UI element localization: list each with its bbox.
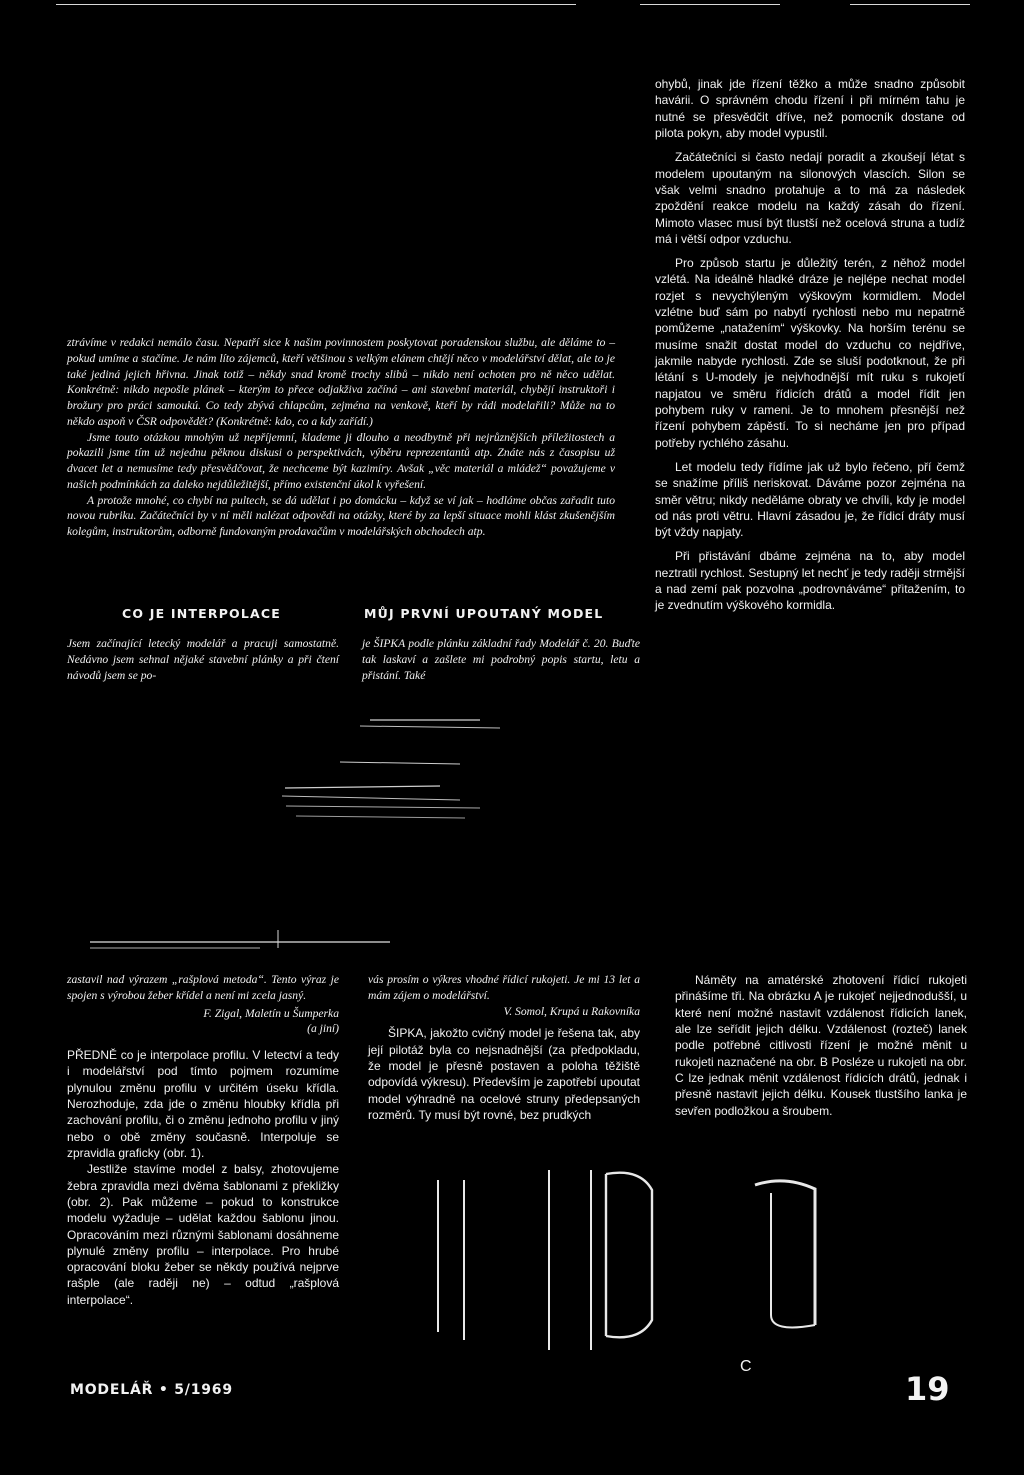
- handle-figure-c-bracket: [745, 1175, 855, 1345]
- editorial-paragraph-3: A protože mnohé, co chybí na pultech, se dá udělat i po domácku – když se ví jak – hodláme občas zařadit tuto novou rubriku. Začátečníci by v ní měli nalézat odpovědi na otázky, které by za lepší situace mohli klást zkušenějším kolegům, instruktorům, odborně fundovaným prodavačům v modelářských obchodech atp.: [67, 493, 615, 539]
- editorial-intro: [67, 335, 615, 540]
- figure-drawing: [60, 700, 620, 1000]
- interpolace-question-cont: zastavil nad výrazem „rašplová metoda“. Tento výraz je spojen s výrobou žeber křídel a není mi zcela jasný.: [67, 973, 339, 1002]
- top-rule-2: [640, 4, 780, 5]
- interpolace-answer-2: Jestliže stavíme model z balsy, zhotovujeme žebra zpravidla mezi dvěma šablonami z překližky (obr. 2). Pak můžeme – pokud to konstrukce modelu vyžaduje – udělat každou šablonu jinou. Opracováním mezi různými šablonami dosáhneme plynulé změny profilu – interpolace. Pro hrubé opracování bloku žeber se někdy používá nejprve rašple (ale raději ne) – odtud „rašplová interpolace“.: [67, 1162, 339, 1307]
- handle-figure-a-bar-1: [437, 1180, 439, 1332]
- right-paragraph-3: Pro způsob startu je důležitý terén, z něhož model vzlétá. Na ideálně hladké dráze je nejlépe nechat model rozjet s nevychýleným výškovým kormidlem. Model vzlétne buď sám po nabytí rychlosti nebo mu nepatrně pomůžeme „natažením“ výškovky. Na horším terénu se musíme snažit dostat model do vzduchu co nejdříve, jakmile nabyde rychlosti. Zde se sluší podotknout, že při létání s U-modely je nejvhodnější mít ruku s rukojetí napjatou ve směru řídicích drátů a model řídit jen pohybem ruky v rameni. Je to mnohem přesnější než řízení pohybem zápěstí. To si necháme jen pro případ potřeby rychlého zásahu.: [655, 256, 965, 450]
- handle-figure-b-bar-1: [548, 1170, 550, 1350]
- interpolace-signature: F. Zigal, Maletín u Šumperka: [203, 1006, 339, 1020]
- rukojeti-text: Náměty na amatérské zhotovení řídicí rukojeti přinášíme tři. Na obrázku A je rukojeť nejjednodušší, u které není možné nastavit vzdálenost řídicích lanek, ale lze seřídit jejich délku. Vzdálenost (rozteč) lanek podle potřebné citlivosti řízení je možné měnit u rukojeti naznačené na obr. B Posléze u rukojeti na obr. C lze jednak měnit vzdálenost řídicích drátů, jednak i přesně nastavit jejich délku. Kousek tlustšího lanka je sevřen podložkou a šroubem.: [675, 973, 967, 1118]
- upoutany-question-cont: vás prosím o výkres vhodné řídicí rukojeti. Je mi 13 let a mám zájem o modelářství.: [368, 973, 640, 1002]
- handle-figure-b-bar-2: [590, 1170, 592, 1350]
- editorial-paragraph-1: ztrávíme v redakci nemálo času. Nepatří sice k našim povinnostem poskytovat poradenskou službu, ale děláme to – pokud umíme a stačíme. Je nám líto zájemců, kteří většinou s velkým elánem chtějí něco v modelářství dělat, ale to je také jediná jejich hřivna. Jinak totiž – někdy snad kromě trochy slibů – nikdo není ochoten pro ně něco udělat. Konkrétně: nikdo nepošle plánek – kterým to přece odjakživa začíná – ani stavební materiál, chybějí instruktoři i brožury pro práci samoukú. Co tedy zbývá chlapcům, zejména na venkově, kteří by rádi modelařili? Může na to někdo aspoň v ČSR odpovědět? (Konkrétně: kdo, co a kdy zařídí.): [67, 336, 615, 428]
- right-paragraph-1: ohybů, jinak jde řízení těžko a může snadno způsobit havárii. O správném chodu řízení i při mírném tahu je nutné se přesvědčit dříve, než pomocník dostane od pilota pokyn, aby model vypustil.: [655, 77, 965, 140]
- right-column: [655, 76, 965, 614]
- upoutany-answer: ŠIPKA, jakožto cvičný model je řešena tak, aby její pilotáž byla co nejsnadnější (za předpokladu, že model je přesně postaven a poloha těžiště odpovídá výkresu). Především je zapotřebí upoutat model výhradně na ocelové struny předepsaných rozměrů. Ty musí být rovné, bez prudkých: [368, 1026, 640, 1122]
- top-rule-3: [850, 4, 970, 5]
- right-paragraph-2: Začátečníci si často nedají poradit a zkoušejí létat s modelem upoutaným na silonových vlascích. Silon se však velmi snadno protahuje a to má za následek zpoždění reakce modelu na každý zásah do řízení. Mimoto vlasec musí být tlustší než ocelová struna a tudíž má i větší odpor vzduchu.: [655, 150, 965, 246]
- upoutany-continued: [368, 972, 640, 1123]
- handle-figure-label-c: C: [740, 1358, 752, 1375]
- interpolace-question: Jsem začínající letecký modelář a pracuji samostatně. Nedávno jsem sehnal nějaké stavební plánky a při čtení návodů jsem se po-: [67, 637, 339, 682]
- top-rule-1: [56, 4, 576, 5]
- page-number: 19: [905, 1370, 950, 1408]
- heading-interpolace: CO JE INTERPOLACE: [122, 606, 282, 621]
- heading-upoutany-model: MŮJ PRVNÍ UPOUTANÝ MODEL: [364, 606, 604, 621]
- interpolace-answer-1: PŘEDNĚ co je interpolace profilu. V letectví a tedy i modelářství pod tímto pojmem rozumíme plynulou změnu profilu v určitém úseku křídla. Nerozhoduje, zda jde o změnu hloubky křídla při zachování profilu, či o změnu jednoho profilu v jiný nebo o obě změny současně. Interpoluje se zpravidla graficky (obr. 1).: [67, 1048, 339, 1160]
- handle-figure-a-bar-2: [463, 1180, 465, 1340]
- upoutany-signature: V. Somol, Krupá u Rakovníka: [503, 1004, 640, 1018]
- interpolace-continued: [67, 972, 339, 1308]
- right-paragraph-4: Let modelu tedy řídíme jak už bylo řečeno, pří čemž se snažíme příliš neriskovat. Dáváme pozor zejména na směr větru; nikdy neděláme obraty ve chvíli, kdy je model od nás proti větru. Hlavní zásadou je, že řídicí dráty musí být vždy napjaty.: [655, 459, 965, 540]
- handle-figure-b-bracket: [600, 1160, 680, 1350]
- interpolace-signature-note: (a jiní): [307, 1022, 339, 1036]
- right-paragraph-5: Při přistávání dbáme zejména na to, aby model neztratil rychlost. Sestupný let nechť je tedy raději strmější a nad zemí pak pozvolna „podrovnáváme“ přitažením, to je zvednutím výškového kormidla.: [655, 549, 965, 613]
- editorial-paragraph-2: Jsme touto otázkou mnohým už nepříjemní, klademe ji dlouho a neodbytně při nejrůznějších příležitostech a pokazili jsme tím už nejednu pěknou diskusi o perspektivách, výběru reprezentantů atp. Znáte nás z časopisu už dvacet let a nemusíme tedy přesvědčovat, že nechceme být kazimíry. Avšak „věc materiál a mládež“ považujeme v našich podmínkách za daleko nejdůležitější, přímo existenční úkol k vyřešení.: [67, 430, 615, 491]
- footer-magazine: MODELÁŘ • 5/1969: [70, 1382, 233, 1398]
- upoutany-question: je ŠIPKA podle plánku základní řady Modelář č. 20. Buďte tak laskaví a zašlete mi podrobný popis startu, letu a přistání. Také: [362, 637, 640, 682]
